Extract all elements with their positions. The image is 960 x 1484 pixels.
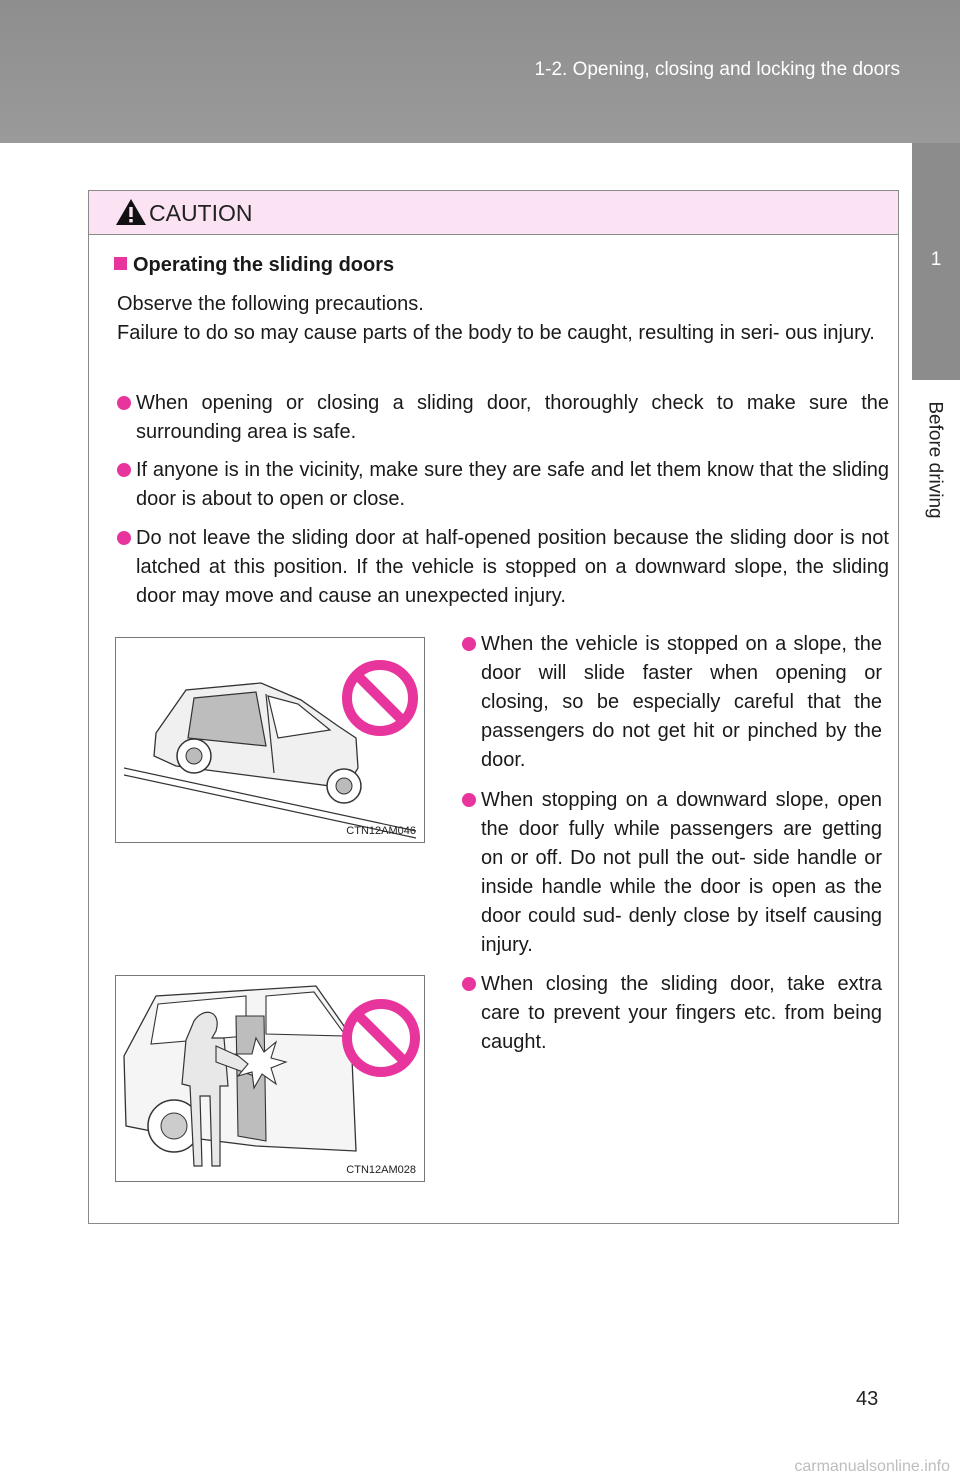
bullet-item: [117, 389, 889, 447]
bullet-item: [117, 456, 889, 514]
bullet-text: When opening or closing a sliding door, thoroughly check to make sure the surrounding area is safe.: [136, 392, 889, 443]
bullet-dot-icon: [462, 977, 476, 991]
watermark: carmanualsonline.info: [794, 1458, 950, 1475]
caution-heading: [114, 254, 394, 277]
square-bullet-icon: [114, 257, 127, 270]
bullet-text: Do not leave the sliding door at half-opened position because the sliding door is not latched at this position. If the vehicle is stopped on a downward slope, the sliding door may move and cause an unexpected injury.: [136, 527, 889, 607]
heading-text: Operating the sliding doors: [133, 254, 395, 276]
bullet-dot-icon: [117, 396, 131, 410]
page-number: 43: [856, 1388, 879, 1410]
chapter-label-wrap: [915, 390, 955, 530]
figure-code: CTN12AM046: [346, 825, 416, 837]
prohibited-icon: [347, 665, 413, 731]
intro-line-1: Observe the following precautions.: [117, 293, 424, 315]
side-bullet-item: [462, 630, 882, 775]
section-title: 1-2. Opening, closing and locking the doors: [534, 59, 900, 80]
caution-header: [89, 191, 898, 235]
chapter-number: 1: [930, 249, 942, 270]
bullet-dot-icon: [462, 793, 476, 807]
bullet-text: If anyone is in the vicinity, make sure they are safe and let them know that the sliding door is about to open or close.: [136, 459, 889, 510]
figure-van-on-slope: [115, 637, 425, 843]
side-bullet-item: [462, 786, 882, 960]
caution-title: CAUTION: [149, 200, 253, 226]
chapter-label: Before driving: [925, 401, 947, 519]
page-header: [0, 0, 960, 143]
figure-code: CTN12AM028: [346, 1164, 416, 1176]
bullet-dot-icon: [117, 463, 131, 477]
bullet-text: When stopping on a downward slope, open the door fully while passengers are getting on or off. Do not pull the out- side handle or inside handle while the door is open as the door could sud- denly close by itself causing injury.: [481, 789, 882, 956]
prohibited-icon: [347, 1004, 415, 1072]
warning-icon: [115, 198, 147, 226]
bullet-text: When closing the sliding door, take extra care to prevent your fingers etc. from being caught.: [481, 973, 882, 1053]
intro-line-2: Failure to do so may cause parts of the body to be caught, resulting in seri- ous injury.: [117, 322, 875, 344]
bullet-text: When the vehicle is stopped on a slope, the door will slide faster when opening or closing, so be especially careful that the passengers do not get hit or pinched by the door.: [481, 633, 882, 771]
van-slope-illustration: [116, 638, 425, 843]
bullet-item: [117, 524, 889, 611]
bullet-dot-icon: [117, 531, 131, 545]
figure-closing-door: [115, 975, 425, 1182]
bullet-dot-icon: [462, 637, 476, 651]
side-bullet-item: [462, 970, 882, 1057]
closing-door-illustration: [116, 976, 425, 1182]
